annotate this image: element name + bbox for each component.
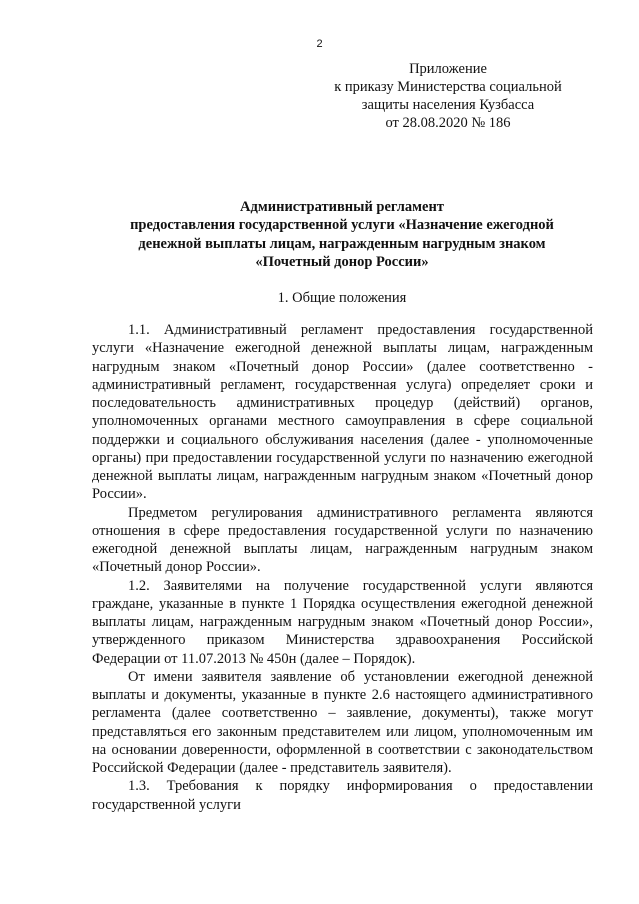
section-heading: 1. Общие положения — [277, 290, 407, 306]
paragraph: Предметом регулирования административного регламента являются отношения в сфере предоставления государственной услуги по назначению ежегодной денежной выплаты лицам, награжденным нагрудным знаком «Почетный донор России». — [92, 504, 593, 576]
paragraph: От имени заявителя заявление об установлении ежегодной денежной выплаты и документы, указанные в пункте 2.6 настоящего административного регламента (далее соответственно – заявление, документы), также могут представляться его законным представителем или лицом, уполномоченным им на основании доверенности, оформленной в соответствии с законодательством Российской Федерации (далее - представитель заявителя). — [92, 668, 593, 776]
document-body — [92, 321, 593, 814]
appendix-line: к приказу Министерства социальной — [334, 79, 562, 95]
page-number: 2 — [316, 38, 323, 50]
paragraph: 1.2. Заявителями на получение государственной услуги являются граждане, указанные в пункте 1 Порядка осуществления ежегодной денежной выплаты лицам, награжденным нагрудным знаком «Почетный донор России», утвержденного приказом Министерства здравоохранения Российской Федерации от 11.07.2013 № 450н (далее – Порядок). — [92, 577, 593, 667]
title-line: денежной выплаты лицам, награжденным нагрудным знаком — [138, 235, 546, 252]
appendix-line: от 28.08.2020 № 186 — [385, 115, 511, 131]
document-title — [92, 198, 592, 271]
title-line: Административный регламент — [240, 199, 444, 215]
appendix-line: Приложение — [409, 61, 487, 77]
title-line: предоставления государственной услуги «Назначение ежегодной — [130, 217, 554, 234]
appendix-block — [300, 60, 596, 132]
paragraph: 1.3. Требования к порядку информирования о предоставлении государственной услуги — [92, 778, 593, 813]
paragraph: 1.1. Административный регламент предоставления государственной услуги «Назначение ежегодной денежной выплаты лицам, награжденным нагрудным знаком «Почетный донор России» (далее соответственно - административный регламент, государственная услуга) определяет сроки и последовательность административных процедур (действий) органов, уполномоченных органами местного самоуправления в сфере социальной поддержки и социального обслуживания населения (далее - уполномоченные органы) при предоставлении государственной услуги по назначению ежегодной денежной выплаты лицам, награжденным нагрудным знаком «Почетный донор России». — [92, 322, 593, 503]
title-line: «Почетный донор России» — [255, 253, 429, 270]
appendix-line: защиты населения Кузбасса — [361, 97, 535, 113]
